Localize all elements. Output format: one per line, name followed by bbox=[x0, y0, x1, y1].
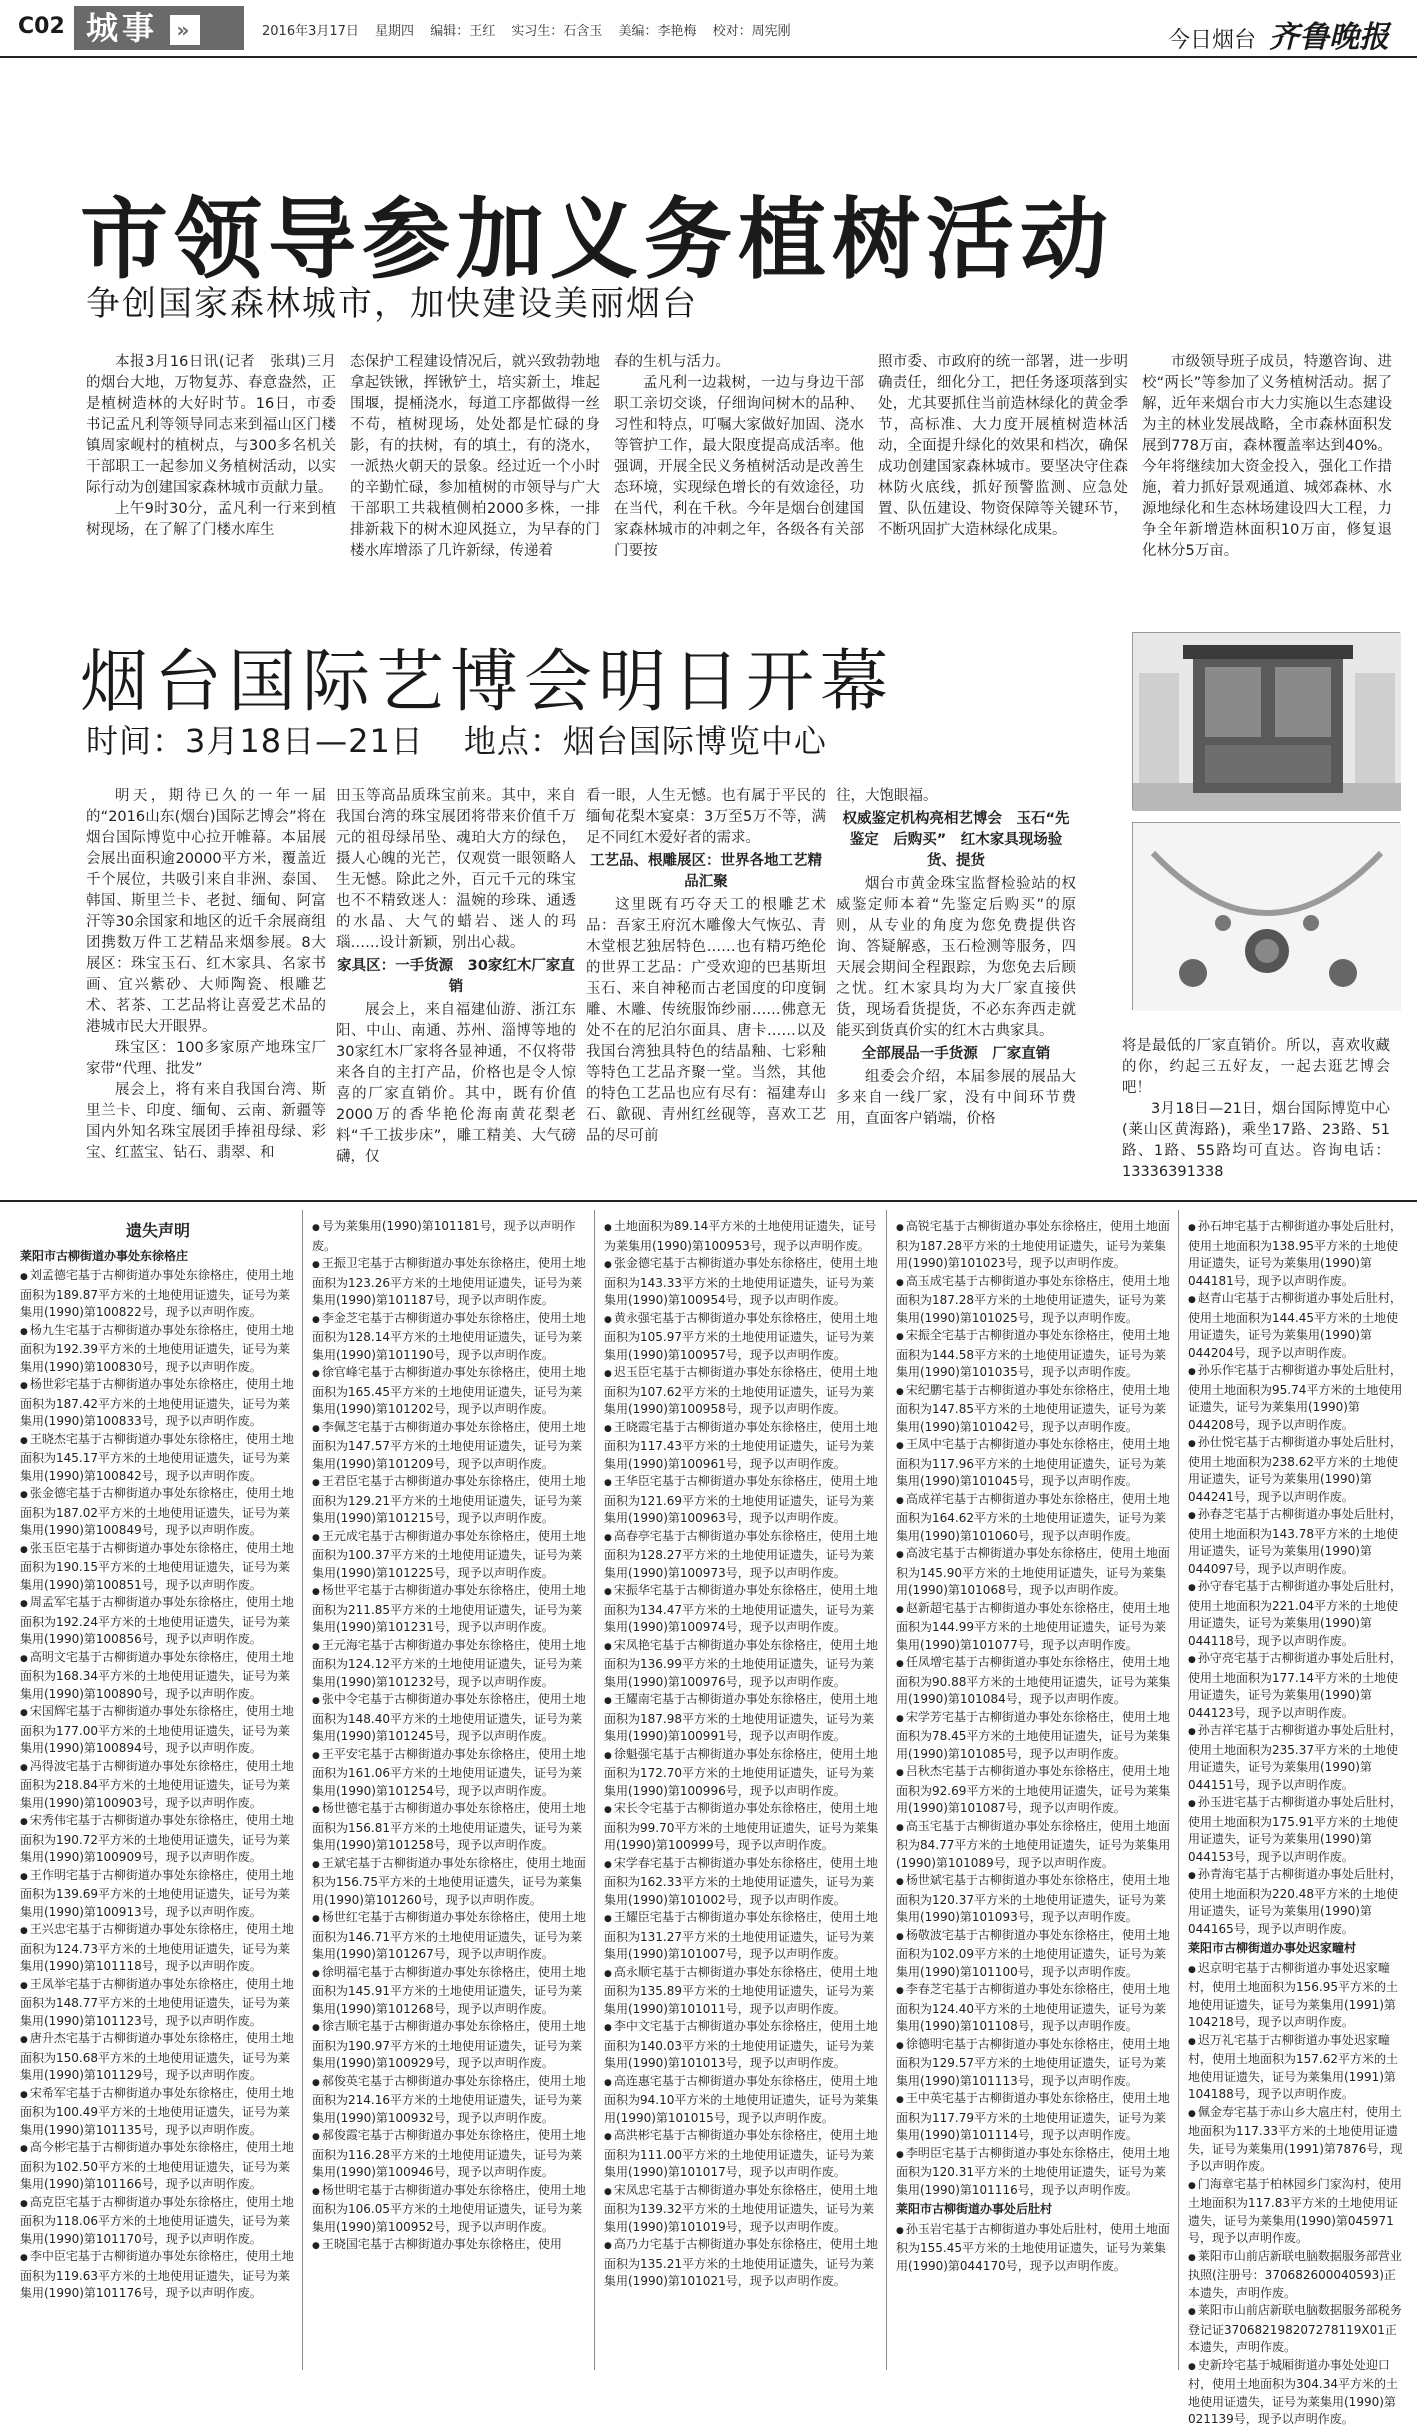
notice-item: ● 高明文宅基于古柳街道办事处东徐格庄，使用土地面积为168.34平方米的土地使用证遗失，证号为莱集用(1990)第100890号，现予以声明作废。 bbox=[20, 1649, 296, 1704]
story1-column-2 bbox=[350, 352, 600, 602]
newspaper-logo: 齐鲁晚报 bbox=[1269, 20, 1389, 55]
notice-item: ● 迟万礼宅基于古柳街道办事处迟家疃村，使用土地面积为157.62平方米的土地使用证遗失，证号为莱集用(1991)第104188号，现予以声明作废。 bbox=[1188, 2032, 1404, 2104]
notice-item: ● 宋希军宅基于古柳街道办事处东徐格庄，使用土地面积为100.49平方米的土地使用证遗失，证号为莱集用(1990)第101135号，现予以声明作废。 bbox=[20, 2085, 296, 2140]
story2-time-place bbox=[86, 716, 827, 762]
notice-item: ● 高成祥宅基于古柳街道办事处东徐格庄，使用土地面积为164.62平方米的土地使用证遗失，证号为莱集用(1990)第101060号，现予以声明作废。 bbox=[896, 1491, 1172, 1546]
paragraph: 这里既有巧夺天工的根雕艺术品：吾家王府沉木雕像大气恢弘、青木堂根艺独居特色……也有精巧绝伦的世界工艺品：广受欢迎的巴基斯坦玉石、来自神秘而古老国度的印度铜雕、木雕、传统服饰纱丽……佛意无处不在的尼泊尔面具、唐卡……以及我国台湾独具特色的结晶釉、七彩釉等特色工艺品齐聚一堂。当然，其他的特色工艺品也应有尽有：福建寿山石、歙砚、青州红丝砚等，喜欢工艺品的尽可前 bbox=[586, 897, 826, 1144]
notice-item: ● 徐吉顺宅基于古柳街道办事处东徐格庄，使用土地面积为190.97平方米的土地使用证遗失，证号为莱集用(1990)第100929号，现予以声明作废。 bbox=[312, 2018, 588, 2073]
notice-item: ● 张中令宅基于古柳街道办事处东徐格庄，使用土地面积为148.40平方米的土地使用证遗失，证号为莱集用(1990)第101245号，现予以声明作废。 bbox=[312, 1691, 588, 1746]
notice-item: ● 孙青海宅基于古柳街道办事处后肚村，使用土地面积为220.48平方米的土地使用证遗失，证号为莱集用(1990)第044165号，现予以声明作废。 bbox=[1188, 1866, 1404, 1938]
column-divider bbox=[886, 1210, 887, 2370]
notice-item: ● 黄永强宅基于古柳街道办事处东徐格庄，使用土地面积为105.97平方米的土地使用证遗失，证号为莱集用(1990)第100957号，现予以声明作废。 bbox=[604, 1310, 880, 1365]
jewelry-illustration bbox=[1133, 823, 1401, 1011]
notice-item: ● 王元海宅基于古柳街道办事处东徐格庄，使用土地面积为124.12平方米的土地使用证遗失，证号为莱集用(1990)第101232号，现予以声明作废。 bbox=[312, 1637, 588, 1692]
notice-item: ● 冯得波宅基于古柳街道办事处东徐格庄，使用土地面积为218.84平方米的土地使用证遗失，证号为莱集用(1990)第100903号，现予以声明作废。 bbox=[20, 1758, 296, 1813]
notice-item: ● 孙石坤宅基于古柳街道办事处后肚村，使用土地面积为138.95平方米的土地使用证遗失，证号为莱集用(1990)第044181号，现予以声明作废。 bbox=[1188, 1218, 1404, 1290]
notice-item: ● 王斌宅基于古柳街道办事处东徐格庄，使用土地面积为156.75平方米的土地使用证遗失，证号为莱集用(1990)第101260号，现予以声明作废。 bbox=[312, 1855, 588, 1910]
notice-item: ● 王兴忠宅基于古柳街道办事处东徐格庄，使用土地面积为124.73平方米的土地使用证遗失，证号为莱集用(1990)第101118号，现予以声明作废。 bbox=[20, 1921, 296, 1976]
story2-column-2 bbox=[336, 786, 576, 1186]
notice-item: ● 王晓杰宅基于古柳街道办事处东徐格庄，使用土地面积为145.17平方米的土地使用证遗失，证号为莱集用(1990)第100842号，现予以声明作废。 bbox=[20, 1431, 296, 1486]
notice-item: ● 杨世明宅基于古柳街道办事处东徐格庄，使用土地面积为106.05平方米的土地使用证遗失，证号为莱集用(1990)第100952号，现予以声明作废。 bbox=[312, 2182, 588, 2237]
notice-item: ● 赵新超宅基于古柳街道办事处东徐格庄，使用土地面积为144.99平方米的土地使用证遗失，证号为莱集用(1990)第101077号，现予以声明作废。 bbox=[896, 1600, 1172, 1655]
paragraph: 3月18日—21日，烟台国际博览中心(莱山区黄海路)，乘坐17路、23路、51路、1路、55路均可直达。咨询电话：13336391338 bbox=[1122, 1101, 1390, 1180]
notice-group-heading: 莱阳市古柳街道办事处迟家疃村 bbox=[1188, 1941, 1357, 1955]
notice-item: ● 赵青山宅基于古柳街道办事处后肚村，使用土地面积为144.45平方米的土地使用证遗失，证号为莱集用(1990)第044204号，现予以声明作废。 bbox=[1188, 1290, 1404, 1362]
notice-item: ● 徐德明宅基于古柳街道办事处东徐格庄，使用土地面积为129.57平方米的土地使用证遗失，证号为莱集用(1990)第101113号，现予以声明作废。 bbox=[896, 2036, 1172, 2091]
notice-item: ● 高乃力宅基于古柳街道办事处东徐格庄，使用土地面积为135.21平方米的土地使用证遗失，证号为莱集用(1990)第101021号，现予以声明作废。 bbox=[604, 2236, 880, 2291]
notices-column-3 bbox=[604, 1218, 880, 2368]
notice-item: ● 号为莱集用(1990)第101181号，现予以声明作废。 bbox=[312, 1218, 588, 1255]
notices-column-2 bbox=[312, 1218, 588, 2368]
notice-item: ● 莱阳市山前店新联电脑数据服务部税务登记证370682198207278119X01正本遗失，声明作废。 bbox=[1188, 2302, 1404, 2357]
notices-column-5 bbox=[1188, 1218, 1404, 2426]
notice-item: ● 吕秋杰宅基于古柳街道办事处东徐格庄，使用土地面积为92.69平方米的土地使用证遗失，证号为莱集用(1990)第101087号，现予以声明作废。 bbox=[896, 1763, 1172, 1818]
notice-item: ● 宋学芳宅基于古柳街道办事处东徐格庄，使用土地面积为78.45平方米的土地使用证遗失，证号为莱集用(1990)第101085号，现予以声明作废。 bbox=[896, 1709, 1172, 1764]
notice-item: ● 宋凤忠宅基于古柳街道办事处东徐格庄，使用土地面积为139.32平方米的土地使用证遗失，证号为莱集用(1990)第101019号，现予以声明作废。 bbox=[604, 2182, 880, 2237]
notice-item: ● 孙玉岩宅基于古柳街道办事处后肚村，使用土地面积为155.45平方米的土地使用证遗失，证号为莱集用(1990)第044170号，现予以声明作废。 bbox=[896, 2221, 1172, 2276]
notice-item: ● 徐魁强宅基于古柳街道办事处东徐格庄，使用土地面积为172.70平方米的土地使用证遗失，证号为莱集用(1990)第100996号，现予以声明作废。 bbox=[604, 1746, 880, 1801]
notice-item: ● 李明臣宅基于古柳街道办事处东徐格庄，使用土地面积为120.31平方米的土地使用证遗失，证号为莱集用(1990)第101116号，现予以声明作废。 bbox=[896, 2145, 1172, 2200]
paragraph: 态保护工程建设情况后，就兴致勃勃地拿起铁锹，挥锹铲土，培实新土，堆起围堰，提桶浇水，每道工序都做得一丝不苟，植树现场，处处都是忙碌的身影，有的扶树，有的填土，有的浇水，一派热火朝天的景象。经过近一个小时的辛勤忙碌，参加植树的市领导与广大干部职工共栽植侧柏2000多株，一排排新栽下的树木迎风挺立，为早春的门楼水库增添了几许新绿，传递着 bbox=[350, 354, 600, 559]
notice-item: ● 王凤中宅基于古柳街道办事处东徐格庄，使用土地面积为117.96平方米的土地使用证遗失，证号为莱集用(1990)第101045号，现予以声明作废。 bbox=[896, 1436, 1172, 1491]
notice-item: ● 高锐宅基于古柳街道办事处东徐格庄，使用土地面积为187.28平方米的土地使用证遗失，证号为莱集用(1990)第101023号，现予以声明作废。 bbox=[896, 1218, 1172, 1273]
notices-column-1 bbox=[20, 1218, 296, 2368]
notice-item: ● 佩金寿宅基于赤山乡大扈庄村，使用土地面积为117.33平方米的土地使用证遗失，证号为莱集用(1991)第7876号，现予以声明作废。 bbox=[1188, 2104, 1404, 2176]
intern-credit: 实习生：石含玉 bbox=[511, 24, 603, 39]
chevron-right-icon: » bbox=[170, 15, 200, 45]
notice-item: ● 高春亭宅基于古柳街道办事处东徐格庄，使用土地面积为128.27平方米的土地使用证遗失，证号为莱集用(1990)第100973号，现予以声明作废。 bbox=[604, 1528, 880, 1583]
notice-item: ● 徐明福宅基于古柳街道办事处东徐格庄，使用土地面积为145.91平方米的土地使用证遗失，证号为莱集用(1990)第101268号，现予以声明作废。 bbox=[312, 1964, 588, 2019]
notice-item: ● 李佩芝宅基于古柳街道办事处东徐格庄，使用土地面积为147.57平方米的土地使用证遗失，证号为莱集用(1990)第101209号，现予以声明作废。 bbox=[312, 1419, 588, 1474]
cabinet-illustration bbox=[1133, 633, 1401, 811]
notices-title: 遗失声明 bbox=[125, 1221, 190, 1240]
notice-item: ● 门海章宅基于柏林园乡门家沟村，使用土地面积为117.83平方米的土地使用证遗失，证号为莱集用(1990)第045971号，现予以声明作废。 bbox=[1188, 2176, 1404, 2248]
notice-item: ● 孙乐作宅基于古柳街道办事处后肚村，使用土地面积为95.74平方米的土地使用证遗失，证号为莱集用(1990)第044208号，现予以声明作废。 bbox=[1188, 1362, 1404, 1434]
paragraph: 春的生机与活力。 bbox=[614, 354, 730, 370]
notice-item: ● 高克臣宅基于古柳街道办事处东徐格庄，使用土地面积为118.06平方米的土地使用证遗失，证号为莱集用(1990)第101170号，现予以声明作废。 bbox=[20, 2194, 296, 2249]
story1-column-3 bbox=[614, 352, 864, 602]
paragraph: 组委会介绍，本届参展的展品大多来自一线厂家，没有中间环节费用，直面客户销端，价格 bbox=[836, 1069, 1076, 1127]
story1-subhead: 争创国家森林城市，加快建设美丽烟台 bbox=[86, 284, 698, 324]
brand bbox=[1168, 12, 1389, 56]
paragraph: 孟凡利一边栽树，一边与身边干部职工亲切交谈，仔细询问树木的品种、习性和特点，叮嘱大家做好加固、浇水等管护工作，最大限度提高成活率。他强调，开展全民义务植树活动是改善生态环境，实现绿色增长的有效途径，功在当代，利在千秋。今年是烟台创建国家森林城市的冲刺之年，各级各有关部门要按 bbox=[614, 375, 864, 559]
notice-item: ● 宋学春宅基于古柳街道办事处东徐格庄，使用土地面积为162.33平方米的土地使用证遗失，证号为莱集用(1990)第101002号，现予以声明作废。 bbox=[604, 1855, 880, 1910]
paragraph: 本报3月16日讯(记者 张琪)三月的烟台大地，万物复苏、春意盎然，正是植树造林的大好时节。16日，市委书记孟凡利等领导同志来到福山区门楼镇周家岘村的植树点，与300多名机关干部职工一起参加义务植树活动，以实际行动为创建国家森林城市贡献力量。 bbox=[86, 354, 336, 496]
notice-item: ● 宋振华宅基于古柳街道办事处东徐格庄，使用土地面积为134.47平方米的土地使用证遗失，证号为莱集用(1990)第100974号，现予以声明作废。 bbox=[604, 1582, 880, 1637]
notice-item: ● 郝俊英宅基于古柳街道办事处东徐格庄，使用土地面积为214.16平方米的土地使用证遗失，证号为莱集用(1990)第100932号，现予以声明作废。 bbox=[312, 2073, 588, 2128]
notice-item: ● 孙仕悦宅基于古柳街道办事处后肚村，使用土地面积为238.62平方米的土地使用证遗失，证号为莱集用(1990)第044241号，现予以声明作废。 bbox=[1188, 1434, 1404, 1506]
event-place: 地点：烟台国际博览中心 bbox=[463, 722, 827, 760]
notice-list bbox=[896, 1218, 1172, 2199]
notices-column-4 bbox=[896, 1218, 1172, 2368]
notice-item: ● 孙吉祥宅基于古柳街道办事处后肚村，使用土地面积为235.37平方米的土地使用证遗失，证号为莱集用(1990)第044151号，现予以声明作废。 bbox=[1188, 1722, 1404, 1794]
notice-item: ● 高玉宅基于古柳街道办事处东徐格庄，使用土地面积为84.77平方米的土地使用证遗失，证号为莱集用(1990)第101089号，现予以声明作废。 bbox=[896, 1818, 1172, 1873]
notice-group-heading: 莱阳市古柳街道办事处东徐格庄 bbox=[20, 1248, 189, 1263]
notice-item: ● 王振卫宅基于古柳街道办事处东徐格庄，使用土地面积为123.26平方米的土地使用证遗失，证号为莱集用(1990)第101187号，现予以声明作废。 bbox=[312, 1255, 588, 1310]
paragraph: 烟台市黄金珠宝监督检验站的权威鉴定师本着“先鉴定后购买”的原则，从专业的角度为您免费提供咨询、答疑解惑，玉石检测等服务，四天展会期间全程跟踪，为您免去后顾之忧。红木家具均为大厂家直接供货，现场看货提货，不必东奔西走就能买到货真价实的红木古典家具。 bbox=[836, 876, 1076, 1039]
story2-column-5 bbox=[1122, 1036, 1390, 1186]
notice-item: ● 刘孟德宅基于古柳街道办事处东徐格庄，使用土地面积为189.87平方米的土地使用证遗失，证号为莱集用(1990)第100822号，现予以声明作废。 bbox=[20, 1267, 296, 1322]
notice-item: ● 迟京明宅基于古柳街道办事处迟家疃村，使用土地面积为156.95平方米的土地使用证遗失，证号为莱集用(1991)第104218号，现予以声明作废。 bbox=[1188, 1960, 1404, 2032]
notice-item: ● 宋国辉宅基于古柳街道办事处东徐格庄，使用土地面积为177.00平方米的土地使用证遗失，证号为莱集用(1990)第100894号，现予以声明作废。 bbox=[20, 1703, 296, 1758]
paragraph: 往，大饱眼福。 bbox=[836, 788, 938, 804]
cabinet-photo bbox=[1132, 632, 1400, 810]
notice-item: ● 宋秀伟宅基于古柳街道办事处东徐格庄，使用土地面积为190.72平方米的土地使用证遗失，证号为莱集用(1990)第100909号，现予以声明作废。 bbox=[20, 1812, 296, 1867]
notice-list bbox=[896, 2221, 1172, 2276]
notice-item: ● 孙守春宅基于古柳街道办事处后肚村，使用土地面积为221.04平方米的土地使用证遗失，证号为莱集用(1990)第044118号，现予以声明作废。 bbox=[1188, 1578, 1404, 1650]
notice-item: ● 王华臣宅基于古柳街道办事处东徐格庄，使用土地面积为121.69平方米的土地使用证遗失，证号为莱集用(1990)第100963号，现予以声明作废。 bbox=[604, 1473, 880, 1528]
paragraph: 上午9时30分，孟凡利一行来到植树现场，在了解了门楼水库生 bbox=[86, 501, 336, 538]
notice-item: ● 杨世红宅基于古柳街道办事处东徐格庄，使用土地面积为146.71平方米的土地使用证遗失，证号为莱集用(1990)第101267号，现予以声明作废。 bbox=[312, 1909, 588, 1964]
paragraph: 明天，期待已久的一年一届的“2016山东(烟台)国际艺博会”将在烟台国际博览中心拉开帷幕。本届展会展出面积逾20000平方米，覆盖近千个展位，共吸引来自非洲、泰国、韩国、斯里兰卡、老挝、缅甸、阿富汗等30余国家和地区的近千余展商组团携数万件工艺精品来烟参展。8大展区：珠宝玉石、红木家具、名家书画、宜兴紫砂、大师陶瓷、根雕艺术、茗茶、工艺品将让喜爱艺术品的港城市民大开眼界。 bbox=[86, 788, 326, 1035]
notice-group-heading: 莱阳市古柳街道办事处后肚村 bbox=[896, 2202, 1053, 2216]
notice-item: ● 宋振全宅基于古柳街道办事处东徐格庄，使用土地面积为144.58平方米的土地使用证遗失，证号为莱集用(1990)第101035号，现予以声明作废。 bbox=[896, 1327, 1172, 1382]
notice-list bbox=[1188, 1960, 1404, 2429]
subheading: 全部展品一手货源 厂家直销 bbox=[861, 1046, 1051, 1062]
event-time: 时间：3月18日—21日 bbox=[86, 722, 424, 760]
notice-item: ● 高洪彬宅基于古柳街道办事处东徐格庄，使用土地面积为111.00平方米的土地使用证遗失，证号为莱集用(1990)第101017号，现予以声明作废。 bbox=[604, 2127, 880, 2182]
notice-item: ● 任凤增宅基于古柳街道办事处东徐格庄，使用土地面积为90.88平方米的土地使用证遗失，证号为莱集用(1990)第101084号，现予以声明作废。 bbox=[896, 1654, 1172, 1709]
column-divider bbox=[1178, 1210, 1179, 2370]
story1-headline: 市领导参加义务植树活动 bbox=[80, 188, 1115, 291]
notice-item: ● 王凤举宅基于古柳街道办事处东徐格庄，使用土地面积为148.77平方米的土地使用证遗失，证号为莱集用(1990)第101123号，现予以声明作废。 bbox=[20, 1976, 296, 2031]
notice-item: ● 王君臣宅基于古柳街道办事处东徐格庄，使用土地面积为129.21平方米的土地使用证遗失，证号为莱集用(1990)第101215号，现予以声明作废。 bbox=[312, 1473, 588, 1528]
notice-item: ● 王平安宅基于古柳街道办事处东徐格庄，使用土地面积为161.06平方米的土地使用证遗失，证号为莱集用(1990)第101254号，现予以声明作废。 bbox=[312, 1746, 588, 1801]
notice-item: ● 土地面积为89.14平方米的土地使用证遗失，证号为莱集用(1990)第100953号，现予以声明作废。 bbox=[604, 1218, 880, 1255]
paragraph: 市级领导班子成员，特邀咨询、进校“两长”等参加了义务植树活动。据了解，近年来烟台市大力实施以生态建设为主的林业发展战略，全市森林面积发展到778万亩，森林覆盖率达到40%。今年将继续加大资金投入，强化工作措施，着力抓好景观通道、城郊森林、水源地绿化和生态林场建设四大工程，力争全年新增造林面积10万亩，修复退化林分5万亩。 bbox=[1142, 354, 1392, 559]
column-divider bbox=[302, 1210, 303, 2370]
notice-item: ● 郝俊霞宅基于古柳街道办事处东徐格庄，使用土地面积为116.28平方米的土地使用证遗失，证号为莱集用(1990)第100946号，现予以声明作废。 bbox=[312, 2127, 588, 2182]
paragraph: 看一眼，人生无憾。也有属于平民的缅甸花梨木宴桌：3万至5万不等，满足不同红木爱好者的需求。 bbox=[586, 788, 826, 846]
notice-list bbox=[604, 1218, 880, 2291]
story1-column-5 bbox=[1142, 352, 1392, 602]
column-divider bbox=[594, 1210, 595, 2370]
story2-headline: 烟台国际艺博会明日开幕 bbox=[80, 643, 895, 722]
paragraph: 田玉等高品质珠宝前来。其中，来自我国台湾的珠宝展团将带来价值千万元的祖母绿吊坠、魂珀大方的绿色，摄人心魄的光芒，仅观赏一眼领略人生无憾。除此之外，百元千元的珠宝也不不精致迷人：温婉的珍珠、通透的水晶、大气的蜡岩、迷人的玛瑙……设计新颖，别出心裁。 bbox=[336, 788, 576, 951]
notice-item: ● 杨世斌宅基于古柳街道办事处东徐格庄，使用土地面积为120.37平方米的土地使用证遗失，证号为莱集用(1990)第101093号，现予以声明作废。 bbox=[896, 1872, 1172, 1927]
notice-item: ● 唐升杰宅基于古柳街道办事处东徐格庄，使用土地面积为150.68平方米的土地使用证遗失，证号为莱集用(1990)第101129号，现予以声明作废。 bbox=[20, 2030, 296, 2085]
subheading: 家具区：一手货源 30家红木厂家直销 bbox=[337, 958, 575, 995]
notice-item: ● 王元成宅基于古柳街道办事处东徐格庄，使用土地面积为100.37平方米的土地使用证遗失，证号为莱集用(1990)第101225号，现予以声明作废。 bbox=[312, 1528, 588, 1583]
notice-item: ● 周孟军宅基于古柳街道办事处东徐格庄，使用土地面积为192.24平方米的土地使用证遗失，证号为莱集用(1990)第100856号，现予以声明作废。 bbox=[20, 1594, 296, 1649]
story2-column-1 bbox=[86, 786, 326, 1186]
story1-column-1 bbox=[86, 352, 336, 602]
paragraph: 珠宝区：100多家原产地珠宝厂家带“代理、批发” bbox=[86, 1040, 326, 1077]
notice-item: ● 杨世德宅基于古柳街道办事处东徐格庄，使用土地面积为156.81平方米的土地使用证遗失，证号为莱集用(1990)第101258号，现予以声明作废。 bbox=[312, 1800, 588, 1855]
notice-item: ● 张金德宅基于古柳街道办事处东徐格庄，使用土地面积为143.33平方米的土地使用证遗失，证号为莱集用(1990)第100954号，现予以声明作废。 bbox=[604, 1255, 880, 1310]
page-number: C02 bbox=[18, 14, 65, 39]
notice-item: ● 张金德宅基于古柳街道办事处东徐格庄，使用土地面积为187.02平方米的土地使用证遗失，证号为莱集用(1990)第100849号，现予以声明作废。 bbox=[20, 1485, 296, 1540]
editor-credit: 编辑：王红 bbox=[430, 24, 496, 39]
notice-item: ● 宋纪鹏宅基于古柳街道办事处东徐格庄，使用土地面积为147.85平方米的土地使用证遗失，证号为莱集用(1990)第101042号，现予以声明作废。 bbox=[896, 1382, 1172, 1437]
notice-item: ● 李中文宅基于古柳街道办事处东徐格庄，使用土地面积为140.03平方米的土地使用证遗失，证号为莱集用(1990)第101013号，现予以声明作废。 bbox=[604, 2018, 880, 2073]
notice-item: ● 杨九生宅基于古柳街道办事处东徐格庄，使用土地面积为192.39平方米的土地使用证遗失，证号为莱集用(1990)第100830号，现予以声明作废。 bbox=[20, 1322, 296, 1377]
notice-item: ● 高玉成宅基于古柳街道办事处东徐格庄，使用土地面积为187.28平方米的土地使用证遗失，证号为莱集用(1990)第101025号，现予以声明作废。 bbox=[896, 1273, 1172, 1328]
notice-item: ● 李春芝宅基于古柳街道办事处东徐格庄，使用土地面积为124.40平方米的土地使用证遗失，证号为莱集用(1990)第101108号，现予以声明作废。 bbox=[896, 1981, 1172, 2036]
notice-item: ● 李金芝宅基于古柳街道办事处东徐格庄，使用土地面积为128.14平方米的土地使用证遗失，证号为莱集用(1990)第101190号，现予以声明作废。 bbox=[312, 1310, 588, 1365]
issue-date: 2016年3月17日 bbox=[262, 24, 359, 39]
notice-item: ● 孙玉进宅基于古柳街道办事处后肚村，使用土地面积为175.91平方米的土地使用证遗失，证号为莱集用(1990)第044153号，现予以声明作废。 bbox=[1188, 1794, 1404, 1866]
notice-item: ● 徐官峰宅基于古柳街道办事处东徐格庄，使用土地面积为165.45平方米的土地使用证遗失，证号为莱集用(1990)第101202号，现予以声明作废。 bbox=[312, 1364, 588, 1419]
notice-item: ● 史新玲宅基于城厢街道办事处处迎口村，使用土地面积为304.34平方米的土地使用证遗失，证号为莱集用(1990)第021139号，现予以声明作废。 bbox=[1188, 2357, 1404, 2429]
subheading: 权威鉴定机构亮相艺博会 玉石“先鉴定 后购买” 红木家具现场验货、提货 bbox=[842, 811, 1070, 869]
section-rule bbox=[0, 1200, 1417, 1202]
notice-item: ● 莱阳市山前店新联电脑数据服务部营业执照(注册号：370682600040593)正本遗失，声明作废。 bbox=[1188, 2248, 1404, 2303]
issue-weekday: 星期四 bbox=[375, 24, 415, 39]
section-tag bbox=[74, 6, 244, 50]
notice-item: ● 高连惠宅基于古柳街道办事处东徐格庄，使用土地面积为94.10平方米的土地使用证遗失，证号为莱集用(1990)第101015号，现予以声明作废。 bbox=[604, 2073, 880, 2128]
paragraph: 展会上，来自福建仙游、浙江东阳、中山、南通、苏州、淄博等地的30家红木厂家将各显神通，不仅将带来各自的主打产品，价格也是令人惊喜的厂家直销价。其中，既有价值2000万的香华艳伦海南黄花梨老料“千工拔步床”，雕工精美、大气磅礴，仅 bbox=[336, 1002, 576, 1165]
masthead bbox=[0, 0, 1417, 58]
notice-item: ● 王中英宅基于古柳街道办事处东徐格庄，使用土地面积为117.79平方米的土地使用证遗失，证号为莱集用(1990)第101114号，现予以声明作废。 bbox=[896, 2090, 1172, 2145]
notice-item: ● 张玉臣宅基于古柳街道办事处东徐格庄，使用土地面积为190.15平方米的土地使用证遗失，证号为莱集用(1990)第100851号，现予以声明作废。 bbox=[20, 1540, 296, 1595]
paragraph: 将是最低的厂家直销价。所以，喜欢收藏的你，约起三五好友，一起去逛艺博会吧！ bbox=[1122, 1038, 1390, 1096]
notice-item: ● 宋长令宅基于古柳街道办事处东徐格庄，使用土地面积为99.70平方米的土地使用证遗失，证号为莱集用(1990)第100999号，现予以声明作废。 bbox=[604, 1800, 880, 1855]
notice-item: ● 王耀臣宅基于古柳街道办事处东徐格庄，使用土地面积为131.27平方米的土地使用证遗失，证号为莱集用(1990)第101007号，现予以声明作废。 bbox=[604, 1909, 880, 1964]
notice-item: ● 杨世平宅基于古柳街道办事处东徐格庄，使用土地面积为211.85平方米的土地使用证遗失，证号为莱集用(1990)第101231号，现予以声明作废。 bbox=[312, 1582, 588, 1637]
paragraph: 照市委、市政府的统一部署，进一步明确责任，细化分工，把任务逐项落到实处，尤其要抓住当前造林绿化的黄金季节，高标准、大力度开展植树造林活动，全面提升绿化的效果和档次，确保成功创建国家森林城市。要坚决守住森林防火底线，抓好预警监测、应急处置、队伍建设、物资保障等关键环节，不断巩固扩大造林绿化成果。 bbox=[878, 354, 1128, 538]
notice-list bbox=[312, 1218, 588, 2256]
section-label: 城事 bbox=[86, 9, 159, 47]
notice-item: ● 宋凤艳宅基于古柳街道办事处东徐格庄，使用土地面积为136.99平方米的土地使用证遗失，证号为莱集用(1990)第100976号，现予以声明作废。 bbox=[604, 1637, 880, 1692]
notice-item: ● 王晓国宅基于古柳街道办事处东徐格庄，使用 bbox=[312, 2236, 588, 2256]
notice-list bbox=[20, 1267, 296, 2303]
notice-item: ● 李中臣宅基于古柳街道办事处东徐格庄，使用土地面积为119.63平方米的土地使用证遗失，证号为莱集用(1990)第101176号，现予以声明作废。 bbox=[20, 2248, 296, 2303]
column-name: 今日烟台 bbox=[1167, 28, 1256, 53]
story1-column-4 bbox=[878, 352, 1128, 602]
notice-item: ● 高今彬宅基于古柳街道办事处东徐格庄，使用土地面积为102.50平方米的土地使用证遗失，证号为莱集用(1990)第101166号，现予以声明作废。 bbox=[20, 2139, 296, 2194]
issue-meta bbox=[262, 20, 803, 39]
notice-item: ● 王作明宅基于古柳街道办事处东徐格庄，使用土地面积为139.69平方米的土地使用证遗失，证号为莱集用(1990)第100913号，现予以声明作废。 bbox=[20, 1867, 296, 1922]
notice-item: ● 杨敬波宅基于古柳街道办事处东徐格庄，使用土地面积为102.09平方米的土地使用证遗失，证号为莱集用(1990)第101100号，现予以声明作废。 bbox=[896, 1927, 1172, 1982]
notice-list bbox=[1188, 1218, 1404, 1938]
notice-item: ● 王耀南宅基于古柳街道办事处东徐格庄，使用土地面积为187.98平方米的土地使用证遗失，证号为莱集用(1990)第100991号，现予以声明作废。 bbox=[604, 1691, 880, 1746]
designer-credit: 美编：李艳梅 bbox=[618, 24, 697, 39]
story2-column-3 bbox=[586, 786, 826, 1186]
notice-item: ● 杨世彩宅基于古柳街道办事处东徐格庄，使用土地面积为187.42平方米的土地使用证遗失，证号为莱集用(1990)第100833号，现予以声明作废。 bbox=[20, 1376, 296, 1431]
jewelry-photo bbox=[1132, 822, 1400, 1010]
notice-item: ● 高永顺宅基于古柳街道办事处东徐格庄，使用土地面积为135.89平方米的土地使用证遗失，证号为莱集用(1990)第101011号，现予以声明作废。 bbox=[604, 1964, 880, 2019]
notice-item: ● 迟玉臣宅基于古柳街道办事处东徐格庄，使用土地面积为107.62平方米的土地使用证遗失，证号为莱集用(1990)第100958号，现予以声明作废。 bbox=[604, 1364, 880, 1419]
notice-item: ● 王晓霞宅基于古柳街道办事处东徐格庄，使用土地面积为117.43平方米的土地使用证遗失，证号为莱集用(1990)第100961号，现予以声明作废。 bbox=[604, 1419, 880, 1474]
notice-item: ● 孙守亮宅基于古柳街道办事处后肚村，使用土地面积为177.14平方米的土地使用证遗失，证号为莱集用(1990)第044123号，现予以声明作废。 bbox=[1188, 1650, 1404, 1722]
subheading: 工艺品、根雕展区：世界各地工艺精品汇聚 bbox=[590, 853, 822, 890]
notice-item: ● 高波宅基于古柳街道办事处东徐格庄，使用土地面积为145.90平方米的土地使用证遗失，证号为莱集用(1990)第101068号，现予以声明作废。 bbox=[896, 1545, 1172, 1600]
paragraph: 展会上，将有来自我国台湾、斯里兰卡、印度、缅甸、云南、新疆等国内外知名珠宝展团手捧祖母绿、彩宝、红蓝宝、钻石、翡翠、和 bbox=[86, 1082, 326, 1161]
notice-item: ● 孙春芝宅基于古柳街道办事处后肚村，使用土地面积为143.78平方米的土地使用证遗失，证号为莱集用(1990)第044097号，现予以声明作废。 bbox=[1188, 1506, 1404, 1578]
story2-column-4 bbox=[836, 786, 1076, 1186]
top-rule bbox=[0, 56, 1417, 58]
proofreader-credit: 校对：周宪刚 bbox=[712, 24, 791, 39]
